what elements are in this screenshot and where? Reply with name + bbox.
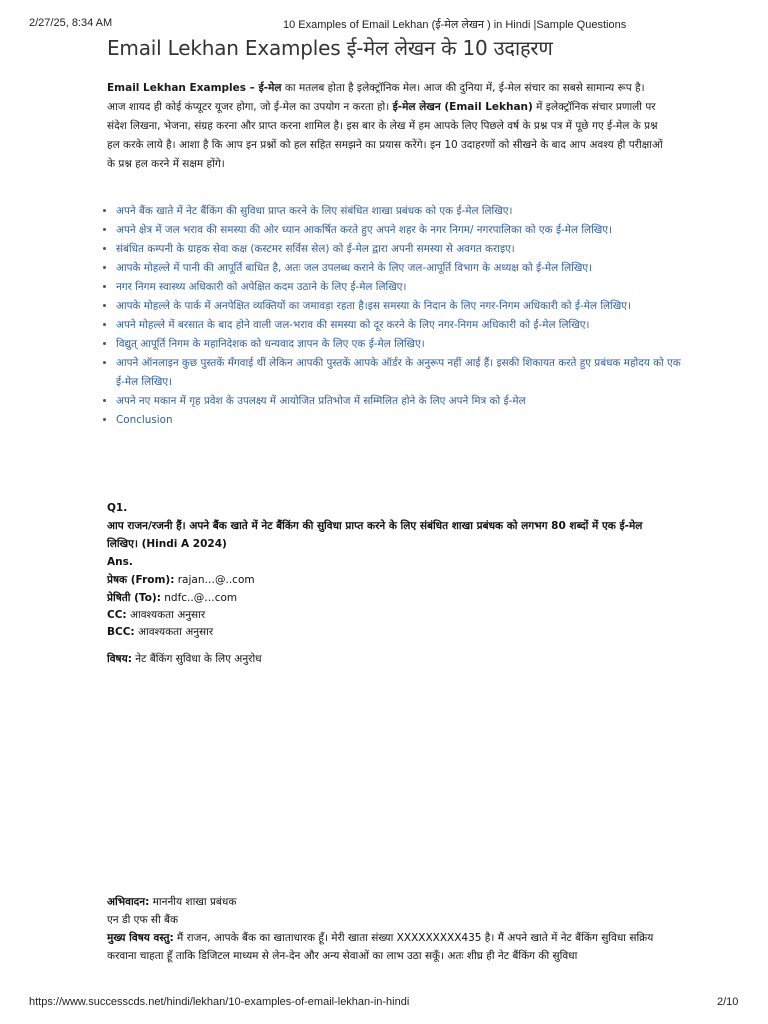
toc-item[interactable] [116,240,686,259]
toc-link[interactable]: नगर निगम स्वास्थ्य अधिकारी को अपेक्षित कदम उठाने के लिए ई-मेल लिखिए। [116,281,407,293]
page-title: Email Lekhan Examples ई-मेल लेखन के 10 उदाहरण [107,36,553,60]
answer-label: Ans. [107,556,133,568]
body-label: मुख्य विषय वस्तु: [107,932,174,944]
email-greeting [107,893,236,911]
toc-link[interactable]: अपने क्षेत्र में जल भराव की समस्या की ओर ध्यान आकर्षित करते हुए अपने शहर के नगर निगम/ नगरपालिका को एक ई-मेल लिखिए। [116,224,612,236]
greeting-label: अभिवादन: [107,896,150,908]
email-bcc [107,623,213,641]
intro-lekhan-term: ई-मेल लेखन (Email Lekhan) [392,101,533,113]
email-subject [107,650,262,668]
intro-paragraph [107,79,663,174]
intro-lead: Email Lekhan Examples – [107,82,259,94]
toc-item[interactable] [116,297,686,316]
toc-item[interactable] [116,335,686,354]
bank-name: एन डी एफ सी बैंक [107,914,179,926]
toc-item[interactable] [116,202,686,221]
from-label: प्रेषक (From): [107,574,175,586]
print-page-number: 2/10 [717,996,739,1008]
toc-item[interactable] [116,411,686,430]
question-text: आप राजन/रजनी हैं। अपने बैंक खाते में नेट बैंकिंग की सुविधा प्राप्त करने के लिए संबंधित शाखा प्रबंधक को लगभग 80 शब्दों में एक ई-मेल लिखिए। (Hindi A 2024) [107,520,643,550]
toc-link[interactable]: आपने ऑनलाइन कुछ पुस्तकें मँगवाई थीं लेकिन आपकी पुस्तकें आपके ऑर्डर के अनुरूप नहीं आई हैं। इसकी शिकायत करते हुए प्रबंधक महोदय को एक ई-मेल लिखिए। [116,357,681,388]
toc-item[interactable] [116,259,686,278]
email-cc [107,606,205,624]
toc-link[interactable]: अपने मोहल्ले में बरसात के बाद होने वाली जल-भराव की समस्या को दूर करने के लिए नगर-निगम अधिकारी को ई-मेल लिखिए। [116,319,590,331]
intro-email-term: ई-मेल [258,82,282,94]
question-number: Q1. [107,502,128,514]
print-page-title: 10 Examples of Email Lekhan (ई-मेल लेखन ) in Hindi |Sample Questions [283,19,627,31]
toc-link[interactable]: आपके मोहल्ले के पार्क में अनपेक्षित व्यक्तियों का जमावड़ा रहता है।इस समस्या के निदान के लिए नगर-निगम अधिकारी को ई-मेल लिखिए। [116,300,631,312]
email-to [107,589,237,607]
toc-item[interactable] [116,354,686,392]
subject-value: नेट बैंकिंग सुविधा के लिए अनुरोध [131,653,262,665]
toc-item[interactable] [116,221,686,240]
table-of-contents [98,202,686,430]
toc-link[interactable]: आपके मोहल्ले में पानी की आपूर्ति बाधित है, अतः जल उपलब्ध कराने के लिए जल-आपूर्ति विभाग के अध्यक्ष को ई-मेल लिखिए। [116,262,593,274]
email-body [107,929,667,965]
toc-item[interactable] [116,316,686,335]
intro-text-2: में इलेक्ट्रॉनिक संचार प्रणाली पर संदेश लिखना, भेजना, संग्रह करना और प्राप्त करना शामिल है। इस बार के लेख में हम आपके लिए पिछले वर्ष के प्रश्न पत्र में पूछे गए ई-मेल के प्रश्न हल करके लाये है। आशा है कि आप इन प्रश्नों को हल सहित समझने का प्रयास करेंगे। इन 10 उदाहरणों को सीखने के बाद आप अवश्य ही परीक्षाओं के प्रश्न हल करने में सक्षम होंगे। [107,101,663,170]
subject-label: विषय: [107,653,132,665]
to-value: ndfc..@…com [160,592,238,604]
bcc-value: आवश्यकता अनुसार [134,626,214,638]
print-url: https://www.successcds.net/hindi/lekhan/10-examples-of-email-lekhan-in-hindi [29,996,410,1008]
toc-link[interactable]: विद्युत् आपूर्ति निगम के महानिदेशक को धन्यवाद ज्ञापन के लिए एक ई-मेल लिखिए। [116,338,425,350]
toc-link[interactable]: अपने बैंक खाते में नेट बैंकिंग की सुविधा प्राप्त करने के लिए संबंधित शाखा प्रबंधक को एक ई-मेल लिखिए। [116,205,513,217]
email-from [107,571,255,589]
toc-link[interactable]: अपने नए मकान में गृह प्रवेश के उपलक्ष्य में आयोजित प्रतिभोज में सम्मिलित होने के लिए अपने मित्र को ई-मेल [116,395,526,407]
to-label: प्रेषिती (To): [107,592,161,604]
bcc-label: BCC: [107,626,135,638]
toc-link[interactable]: संबंधित कम्पनी के ग्राहक सेवा कक्ष (कस्टमर सर्विस सेल) को ई-मेल द्वारा अपनी समस्या से अवगत कराइए। [116,243,515,255]
cc-value: आवश्यकता अनुसार [126,609,206,621]
from-value: rajan…@..com [174,574,255,586]
toc-item[interactable] [116,278,686,297]
greeting-value: माननीय शाखा प्रबंधक [149,896,237,908]
body-value: मैं राजन, आपके बैंक का खाताधारक हूँ। मेरी खाता संख्या XXXXXXXXX435 है। मैं अपने खाते में नेट बैंकिंग सुविधा सक्रिय करवाना चाहता हूँ ताकि डिजिटल माध्यम से लेन-देन और अन्य सेवाओं का लाभ उठा सकूँ। अतः शीघ्र ही नेट बैंकिंग की सुविधा [107,932,654,962]
intro-text-1: का मतलब होता है इलेक्ट्रॉनिक मेल। आज की दुनिया में, ई-मेल संचार का सबसे सामान्य रूप है। आज शायद ही कोई कंप्यूटर यूजर होगा, जो ई-मेल का उपयोग न करता हो। [107,82,645,113]
toc-item[interactable] [116,392,686,411]
toc-link[interactable]: Conclusion [116,414,173,426]
print-datetime: 2/27/25, 8:34 AM [29,17,113,29]
cc-label: CC: [107,609,127,621]
